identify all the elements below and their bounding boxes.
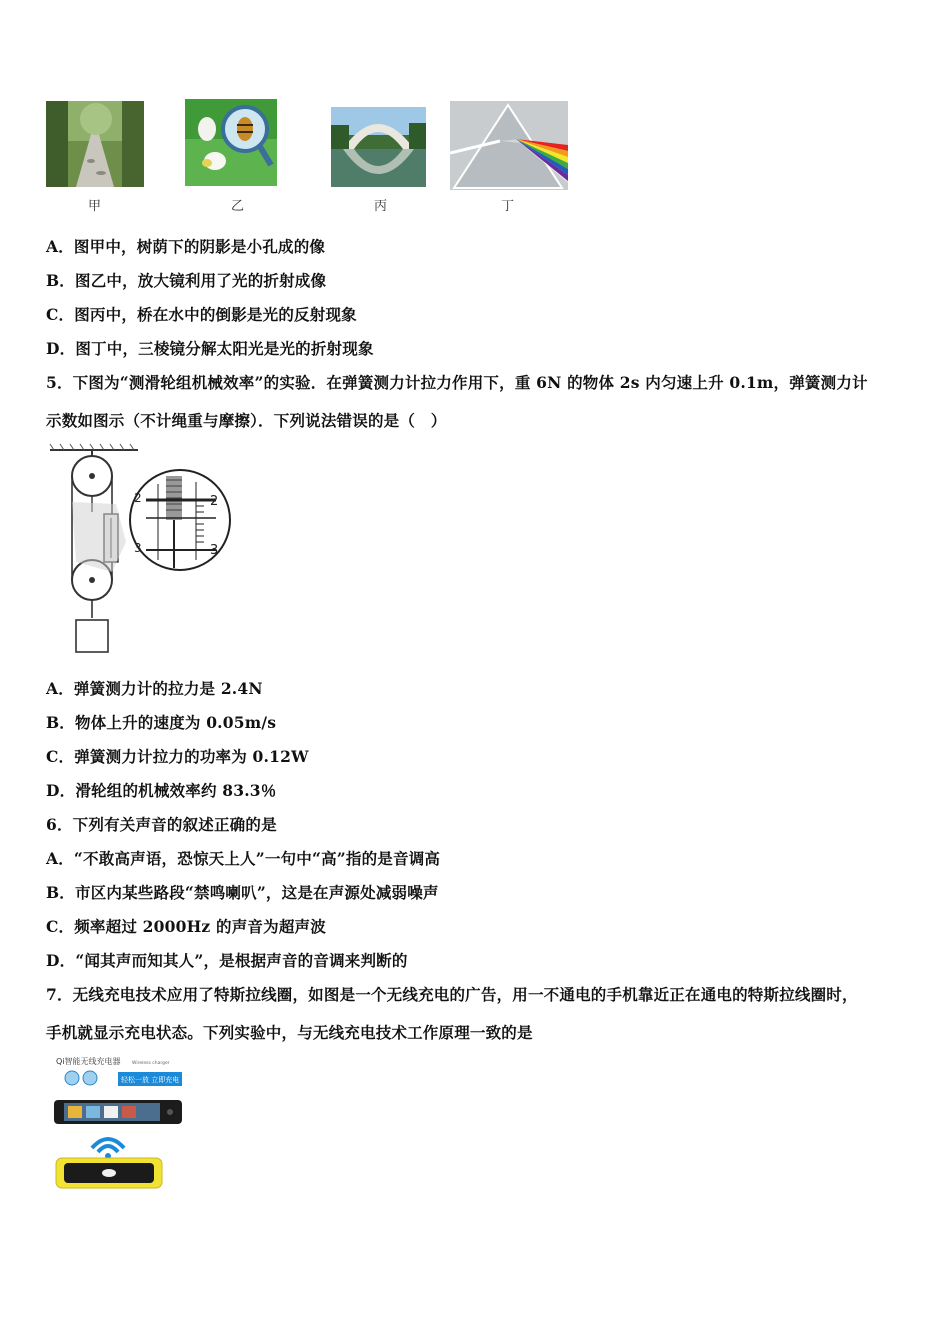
q4-option-a: A．图甲中，树荫下的阴影是小孔成的像 (46, 237, 326, 256)
q4-option-d: D．图丁中，三棱镜分解太阳光是光的折射现象 (46, 339, 374, 358)
q7-stem-line2: 手机就显示充电状态。下列实验中，与无线充电技术工作原理一致的是 (46, 1023, 533, 1042)
q5-option-c: C．弹簧测力计拉力的功率为 0.12W (46, 747, 309, 766)
figure-yi-magnifier (185, 99, 277, 186)
q6-option-a: A．“不敢高声语，恐惊天上人”一句中“高”指的是音调高 (46, 849, 441, 868)
q5-option-b: B．物体上升的速度为 0.05m/s (46, 713, 277, 732)
q6-option-d: D．“闻其声而知其人”，是根据声音的音调来判断的 (46, 951, 408, 970)
q4-option-b: B．图乙中，放大镜利用了光的折射成像 (46, 271, 327, 290)
figure-ding-prism (450, 101, 568, 190)
scale-label-2-left: 2 (134, 491, 142, 505)
caption-jia: 甲 (88, 199, 102, 214)
ad-title: Qi智能无线充电器 (56, 1057, 121, 1066)
caption-yi: 乙 (231, 199, 245, 214)
q5-option-a: A．弹簧测力计的拉力是 2.4N (46, 679, 263, 698)
q6-option-c: C．频率超过 2000Hz 的声音为超声波 (46, 917, 326, 936)
scale-label-3: 3 (210, 543, 219, 558)
caption-bing: 丙 (374, 199, 388, 214)
figure-pulley-system (46, 442, 236, 657)
q6-option-b: B．市区内某些路段“禁鸣喇叭”，这是在声源处减弱噪声 (46, 883, 439, 902)
q4-option-c: C．图丙中，桥在水中的倒影是光的反射现象 (46, 305, 357, 324)
q5-stem-line2: 示数如图示（不计绳重与摩擦）．下列说法错误的是（ ） (46, 411, 447, 430)
q5-option-d: D．滑轮组的机械效率约 83.3％ (46, 781, 277, 800)
ad-subtitle: Wireless charger (132, 1061, 170, 1066)
q5-stem-line1: 5．下图为“测滑轮组机械效率”的实验．在弹簧测力计拉力作用下，重 6N 的物体 2s 内匀速上升 0.1m，弹簧测力计 (46, 373, 868, 392)
scale-label-2: 2 (210, 494, 219, 509)
caption-ding: 丁 (501, 199, 515, 214)
scale-label-3-left: 3 (134, 541, 142, 555)
figure-bing-bridge-reflection (331, 107, 426, 187)
q6-stem: 6．下列有关声音的叙述正确的是 (46, 815, 277, 834)
figure-wireless-charger-ad (50, 1052, 188, 1192)
ad-tag: 轻松一放 立即充电 (121, 1076, 180, 1084)
q7-stem-line1: 7．无线充电技术应用了特斯拉线圈，如图是一个无线充电的广告，用一不通电的手机靠近正在通电的特斯拉线圈时， (46, 985, 858, 1004)
figure-jia-tree-shade (46, 101, 144, 187)
